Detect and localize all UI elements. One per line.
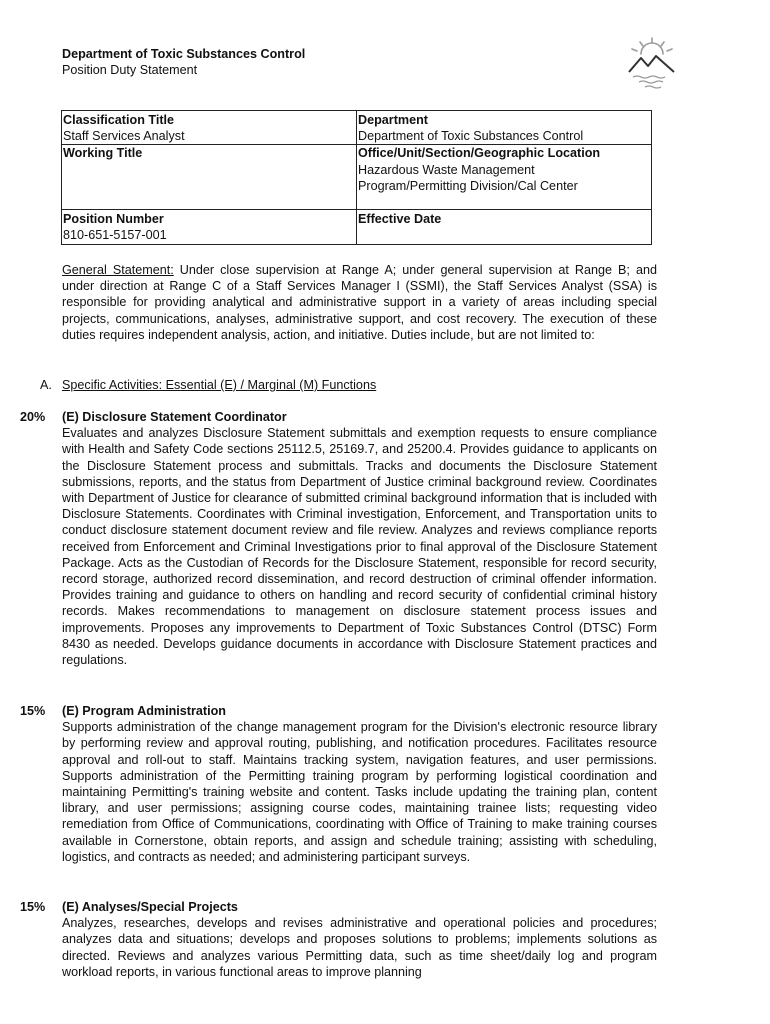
document-header: [62, 46, 305, 78]
section-letter: A.: [40, 378, 52, 392]
section-heading: [40, 377, 376, 393]
position-number-value: 810-651-5157-001: [63, 228, 167, 243]
duty-percent: 15%: [20, 900, 46, 914]
working-title-label: Working Title: [63, 146, 143, 161]
position-number-label: Position Number: [63, 212, 164, 226]
duty-title: (E) Program Administration: [62, 704, 226, 718]
office-location-label: Office/Unit/Section/Geographic Location: [358, 146, 601, 161]
department-label: Department: [358, 113, 428, 127]
department-cell: [357, 111, 652, 210]
general-statement-text: Under close supervision at Range A; under general supervision at Range B; and under direction at Range C of a Staff Services Manager I (SSMI), the Staff Services Analyst (SSA) is responsible for providing analytical and administrative support in a variety of areas including special projects, communications, analyses, administrative support, and cost recovery. The execution of these duties requires independent analysis, action, and initiative. Duties include, but are not limited to:: [62, 263, 657, 342]
section-title: Specific Activities: Essential (E) / Marginal (M) Functions: [62, 378, 377, 392]
general-statement-label: General Statement:: [62, 263, 174, 277]
sun-mountain-water-logo: [619, 34, 685, 96]
duty-percent: 15%: [20, 704, 46, 718]
duty-title: (E) Analyses/Special Projects: [62, 900, 238, 914]
duty-item: [20, 703, 657, 865]
office-location-line2: Program/Permitting Division/Cal Center: [358, 178, 578, 193]
classification-cell: [62, 111, 357, 210]
duty-title: (E) Disclosure Statement Coordinator: [62, 410, 287, 424]
duty-percent: 20%: [20, 410, 46, 424]
department-value: Department of Toxic Substances Control: [358, 129, 584, 144]
position-number-cell: [62, 210, 357, 245]
classification-title-value: Staff Services Analyst: [63, 129, 185, 144]
classification-title-label: Classification Title: [63, 113, 175, 127]
duty-description: Evaluates and analyzes Disclosure Statement submittals and exemption requests to ensure compliance with Health and Safety Code sections 25112.5, 25169.7, and 25200.4. Provides guidance to applicants on the Disclosure Statement process and submittals. Tracks and documents the Disclosure Statement submissions, reports, and the status from Department of Justice criminal background review. Coordinates with Department of Justice for clearance of submitted criminal background information that is included with Disclosure Statements. Coordinates with Criminal investigation, Enforcement, and Transportation units to conduct disclosure statement document review and file review. Analyzes and reviews compliance reports received from Enforcement and Criminal Investigations prior to final approval of the Disclosure Statement Package. Acts as the Custodian of Records for the Disclosure Statement, responsible for record security, record storage, authorized record dissemination, and record destruction of criminal offender information. Provides training and guidance to others on handling and record security of confidential criminal history records. Makes recommendations to management on disclosure statement process issues and improvements. Proposes any improvements to Department of Toxic Substances Control (DTSC) Form 8430 as needed. Develops guidance documents in accordance with Disclosure Statement practices and regulations.: [62, 426, 657, 668]
organization-name: Department of Toxic Substances Control: [62, 47, 306, 61]
duty-description: Supports administration of the change management program for the Division's electronic resource library by performing review and approval routing, publishing, and notification procedures. Facilitates resource approval and roll-out to staff. Maintains tracking system, navigation features, and user permissions. Supports administration of the Permitting training program by performing logistical coordination and maintaining Permitting's training website and content. Tasks include updating the training plan, content library, and user permissions; assigning course codes, maintaining trainee lists; requesting video remediation from Office of Communications, coordinating with Office of Training to make training courses available in Cornerstone, obtain reports, and assign and schedule training; assisting with scheduling, logistics, and contracts as needed; and administering participant surveys.: [62, 720, 657, 864]
duty-item: [20, 409, 657, 668]
office-location-line1: Hazardous Waste Management: [358, 162, 535, 177]
position-info-table: [61, 110, 652, 245]
general-statement: [62, 262, 657, 343]
effective-date-label: Effective Date: [358, 212, 442, 226]
duty-item: [20, 899, 657, 980]
document-type: Position Duty Statement: [62, 63, 198, 78]
effective-date-cell: [357, 210, 652, 245]
duty-description: Analyzes, researches, develops and revises administrative and operational policies and procedures; analyzes data and situations; develops and proposes solutions to problems; implements solutions as directed. Reviews and analyzes various Permitting data, such as time sheet/daily log and program workload reports, in various functional areas to improve planning: [62, 916, 657, 979]
